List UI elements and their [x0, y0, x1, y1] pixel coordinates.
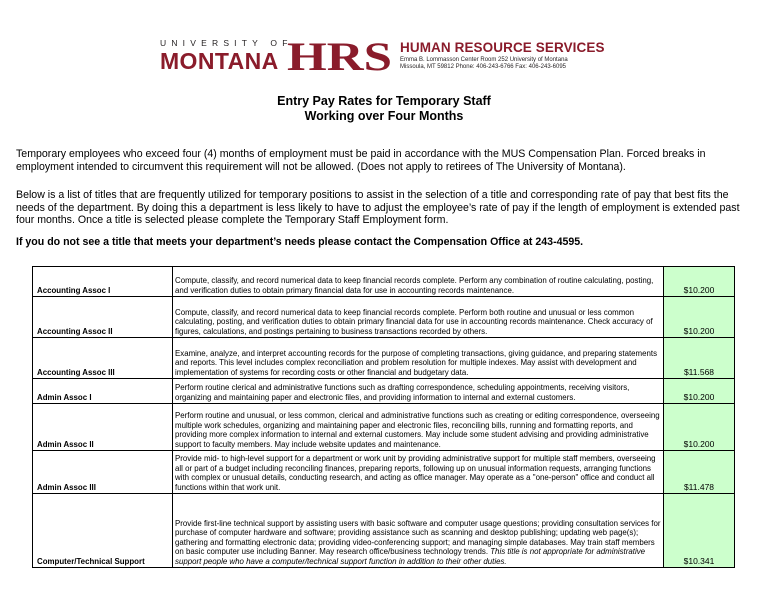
job-description — [173, 379, 664, 404]
entry-pay-rate: $10.200 — [664, 404, 735, 451]
job-title: Accounting Assoc I — [33, 267, 173, 297]
pay-rates-table — [32, 266, 735, 568]
university-name-main: MONTANA — [160, 48, 279, 74]
department-address: Emma B. Lommasson Center Room 252 University of Montana — [400, 57, 568, 63]
department-name: HUMAN RESOURCE SERVICES — [400, 40, 605, 55]
job-description — [173, 404, 664, 451]
university-name-top: UNIVERSITY OF — [160, 38, 293, 48]
entry-pay-rate: $10.200 — [664, 297, 735, 338]
intro-paragraph-policy: Temporary employees who exceed four (4) months of employment must be paid in accordance with the MUS Compensation Plan. Forced breaks in employment intended to circumvent this requirement will not be allowed. (Does not apply to retirees of The University of Montana). — [16, 148, 706, 173]
job-description-text: Provide first-line technical support by assisting users with basic software and computer usage questions; providing consultation services for purchase of computer hardware and software; providing assistance such as scanning and desktop publishing; updating web page(s); gathering and formatting electronic data; providing video-conferencing support; and managing simple databases. May train staff members on basic computer use including Banner. May research office/business technology trends. — [175, 518, 661, 556]
pay-rate-row — [33, 379, 735, 404]
pay-rates-body — [33, 267, 735, 568]
job-description — [173, 267, 664, 297]
pay-rate-row — [33, 267, 735, 297]
job-description-text: Examine, analyze, and interpret accounting records for the purpose of completing transactions, giving guidance, and preparing statements and reports. This level includes complex reconciliation and problem resolution for multiple indexes. May assist with development and implementation of systems for recording costs or other financial and budgetary data. — [175, 348, 658, 377]
job-description-text: Compute, classify, and record numerical data to keep financial records complete. Perform both routine and unusual or less common calculating, posting, and verification duties to obtain primary financial data for use in accounting records maintenance. Check accuracy of figures, calculations, and postings pertaining to business transactions recorded by others. — [175, 307, 653, 336]
entry-pay-rate: $10.341 — [664, 494, 735, 568]
job-title: Admin Assoc I — [33, 379, 173, 404]
page-subtitle: Working over Four Months — [304, 109, 464, 123]
job-title: Accounting Assoc II — [33, 297, 173, 338]
entry-pay-rate: $11.478 — [664, 451, 735, 494]
job-description-text: Provide mid- to high-level support for a department or work unit by providing administrative support for multiple staff members, overseeing all or part of a budget including reconciling finances, preparing reports, following up on unusual information requests, arranging functions with complex or unusual details, conducting research, and acting as office manager. May operate as a "one-person" office and conduct all functions within that work unit. — [175, 454, 656, 492]
job-title: Computer/Technical Support — [33, 494, 173, 568]
pay-rate-row — [33, 404, 735, 451]
entry-pay-rate: $10.200 — [664, 267, 735, 297]
job-description-text: Perform routine and unusual, or less common, clerical and administrative functions such as creating or editing correspondence, overseeing multiple work schedules, organizing and maintaining paper and electronic files, reconciling bills, running and formatting reports, and providing more complex information to internal and external customers. May include some student advising and providing administrative support to faculty members. May include website updates and maintenance. — [175, 411, 660, 449]
pay-rate-row — [33, 297, 735, 338]
job-description — [173, 338, 664, 379]
entry-pay-rate: $10.200 — [664, 379, 735, 404]
contact-notice: If you do not see a title that meets your department’s needs please contact the Compensation Office at 243-4595. — [16, 236, 584, 248]
pay-rate-row — [33, 338, 735, 379]
job-description — [173, 297, 664, 338]
page-title: Entry Pay Rates for Temporary Staff — [277, 94, 491, 108]
job-description — [173, 451, 664, 494]
pay-rate-row — [33, 451, 735, 494]
hrs-logo — [287, 38, 394, 72]
job-description-note: This title is not appropriate for administrative support people who have a computer/technical support function in addition to their other duties. — [175, 547, 646, 566]
hrs-logo-text: HRS — [287, 38, 392, 72]
entry-pay-rate: $11.568 — [664, 338, 735, 379]
job-title: Admin Assoc III — [33, 451, 173, 494]
job-title: Accounting Assoc III — [33, 338, 173, 379]
pay-rate-row — [33, 494, 735, 568]
job-title: Admin Assoc II — [33, 404, 173, 451]
job-description — [173, 494, 664, 568]
job-description-text: Perform routine clerical and administrative functions such as drafting correspondence, scheduling appointments, receiving visitors, organizing and maintaining paper and electronic files, and providing information to internal and external customers. — [175, 383, 630, 402]
department-contact: Missoula, MT 59812 Phone: 406-243-6766 Fax: 406-243-6095 — [400, 64, 566, 70]
letterhead — [160, 38, 620, 72]
intro-paragraph-titles: Below is a list of titles that are frequently utilized for temporary positions to assist in the selection of a title and corresponding rate of pay that best fits the needs of the department. By doing this a department is less likely to have to adjust the employee’s rate of pay if the length of employment is extended past four months. Once a title is selected please complete the Temporary Staff Employment form. — [16, 189, 740, 227]
job-description-text: Compute, classify, and record numerical data to keep financial records complete. Perform any combination of routine calculating, posting, and verification duties to obtain primary financial data for use in accounting records maintenance. — [175, 276, 654, 295]
